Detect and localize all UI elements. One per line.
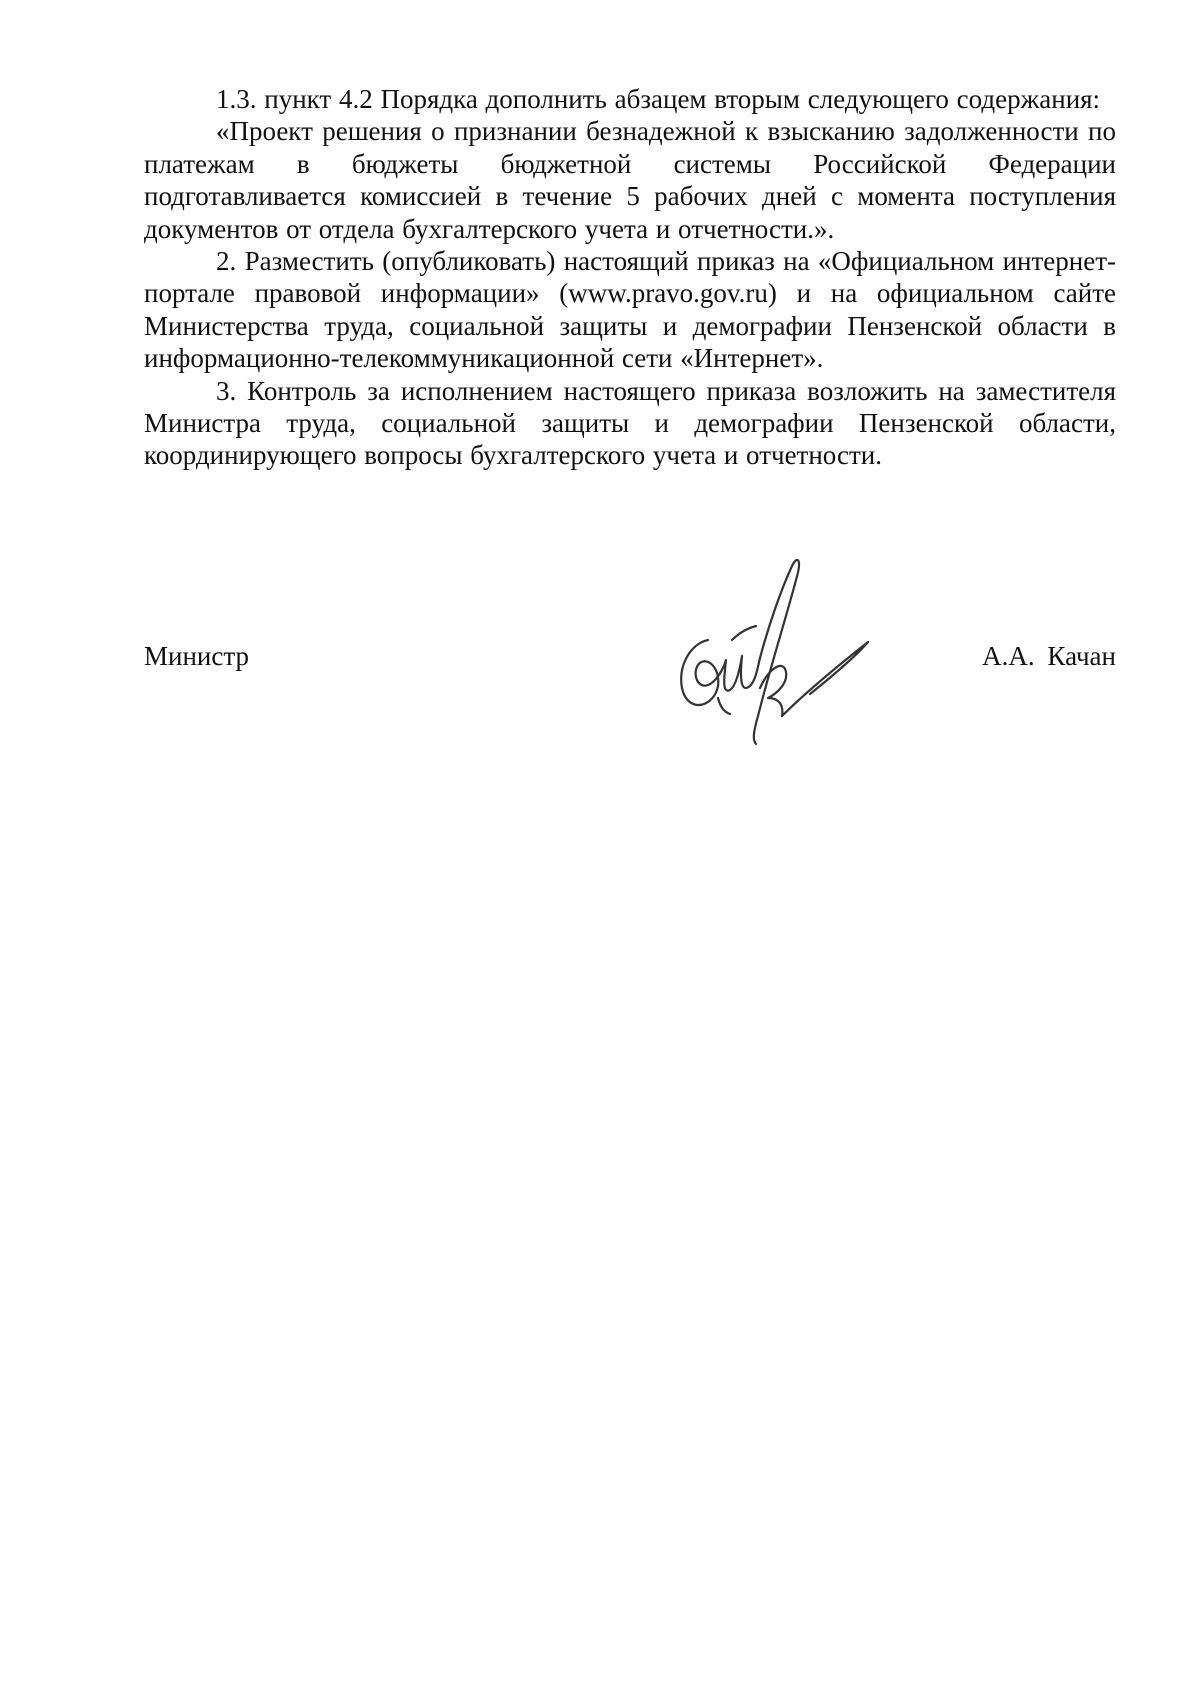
paragraph-1-3: 1.3. пункт 4.2 Порядка дополнить абзацем вторым следующего содержания: <box>216 84 1101 114</box>
handwritten-signature <box>660 548 900 788</box>
document-body <box>144 83 1116 472</box>
signer-name: А.А. Качан <box>982 641 1116 671</box>
paragraph-quote: «Проект решения о признании безнадежной к взысканию задолженности по платежам в бюджеты бюджетной системы Российской Федерации подготавливается комиссией в течение 5 рабочих дней с момента поступления документов от отдела бухгалтерского учета и отчетности.». <box>144 116 1116 244</box>
paragraph-3: 3. Контроль за исполнением настоящего приказа возложить на заместителя Министра труда, социальной защиты и демографии Пензенской области, координирующего вопросы бухгалтерского учета и отчетности. <box>144 375 1116 471</box>
signature-block <box>144 640 1116 680</box>
signer-role: Министр <box>144 641 249 671</box>
paragraph-2: 2. Разместить (опубликовать) настоящий приказ на «Официальном интернет-портале правовой информации» (www.pravo.gov.ru) и на официальном сайте Министерства труда, социальной защиты и демографии Пензенской области в информационно-телекоммуникационной сети «Интернет». <box>144 246 1116 374</box>
